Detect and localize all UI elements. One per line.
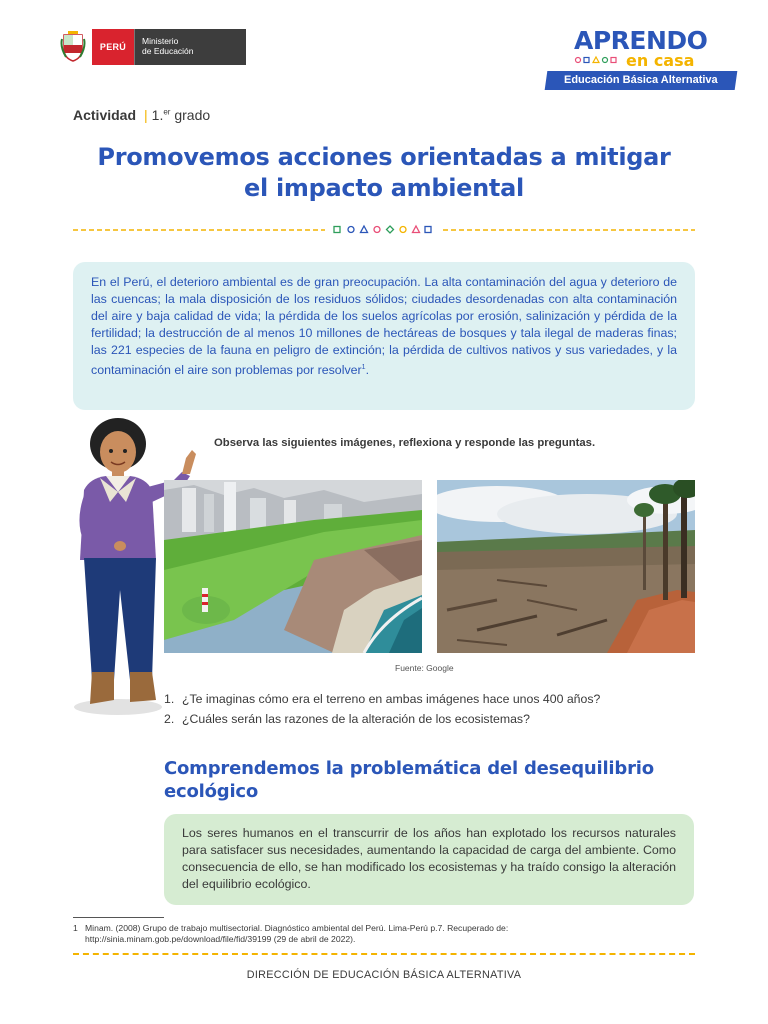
- observe-instruction: Observa las siguientes imágenes, reflexiona y responde las preguntas.: [214, 437, 596, 449]
- coastal-city-photo: [164, 480, 422, 653]
- activity-label: Actividad: [73, 107, 137, 123]
- footer-text: DIRECCIÓN DE EDUCACIÓN BÁSICA ALTERNATIVA: [246, 969, 522, 981]
- aprendo-en-casa-logo: [546, 26, 736, 94]
- page-title-line2: el impacto ambiental: [244, 174, 524, 202]
- footnote-body: [85, 923, 508, 945]
- footer-divider: [73, 953, 695, 955]
- page-title: [60, 142, 708, 204]
- brand-title: APRENDO: [574, 26, 708, 55]
- peru-label: PERÚ: [92, 29, 134, 65]
- shapes-decoration-icon: [574, 54, 624, 66]
- intro-paragraph: [91, 274, 677, 379]
- question-number: 2.: [164, 712, 175, 726]
- government-logo: [58, 29, 246, 65]
- footnote-line1: Minam. (2008) Grupo de trabajo multisectorial. Diagnóstico ambiental del Perú. Lima-Perú p.7. Recuperado de:: [85, 923, 509, 933]
- grade-suffix: er: [163, 107, 171, 117]
- section-title-line1: Comprendemos la problemática del desequilibrio: [164, 758, 654, 779]
- section-title-line2: ecológico: [164, 781, 259, 802]
- footnote: [73, 923, 633, 945]
- question-item: [164, 712, 600, 726]
- title-divider: [73, 224, 695, 236]
- activity-separator: |: [144, 107, 148, 123]
- brand-band-text: Educación Básica Alternativa: [564, 74, 718, 86]
- grade-number: 1.: [151, 107, 164, 123]
- section-paragraph: Los seres humanos en el transcurrir de los años han explotado los recursos naturales para satisfacer sus necesidades, aumentando la capacidad de carga del ambiente. Como consecuencia de ello, se han modificado los ecosistemas y ha traído consigo la alteración del equilibrio ecológico.: [182, 826, 676, 891]
- question-item: [164, 692, 600, 706]
- grade-word: grado: [174, 107, 211, 123]
- brand-subtitle: en casa: [626, 51, 695, 70]
- footnote-line2: http://sinia.minam.gob.pe/download/file/fid/39199 (29 de abril de 2022).: [85, 934, 356, 944]
- intro-footnote-ref: 1: [361, 364, 366, 371]
- activity-line: [73, 107, 210, 123]
- footnote-rule: [73, 917, 164, 918]
- peru-coat-of-arms-icon: [58, 29, 88, 65]
- section-title: [164, 757, 704, 803]
- footnote-number: 1: [73, 923, 78, 933]
- question-text: ¿Cuáles serán las razones de la alteración de los ecosistemas?: [182, 712, 530, 726]
- intro-box: [73, 262, 695, 410]
- brand-band: [545, 71, 738, 90]
- ministry-line2: de Educación: [142, 46, 194, 56]
- question-text: ¿Te imaginas cómo era el terreno en ambas imágenes hace unos 400 años?: [182, 692, 601, 706]
- intro-end: .: [365, 363, 370, 378]
- ministry-label: [134, 29, 246, 65]
- ministry-line1: Ministerio: [142, 36, 179, 46]
- image-source: Fuente: Google: [395, 663, 454, 673]
- questions-list: [164, 692, 600, 732]
- section-text-box: [164, 814, 694, 905]
- deforestation-photo: [437, 480, 695, 653]
- intro-text: En el Perú, el deterioro ambiental es de gran preocupación. La alta contaminación del agua y deterioro de las cuencas; la mala disposición de los residuos sólidos; ciudades desordenadas con alta contaminación del aire y baja calidad de vida; la pérdida de los suelos agrícolas por erosión, salinización y pérdida de la fertilidad; la destrucción de al menos 10 millones de hectáreas de bosques y tala ilegal de maderas finas; las 221 especies de la fauna en peligro de extinción; la pérdida de cultivos nativos y sus variedades, y la contaminación el aire son problemas por resolver: [91, 275, 677, 378]
- question-number: 1.: [164, 692, 175, 706]
- page-title-line1: Promovemos acciones orientadas a mitigar: [97, 143, 671, 171]
